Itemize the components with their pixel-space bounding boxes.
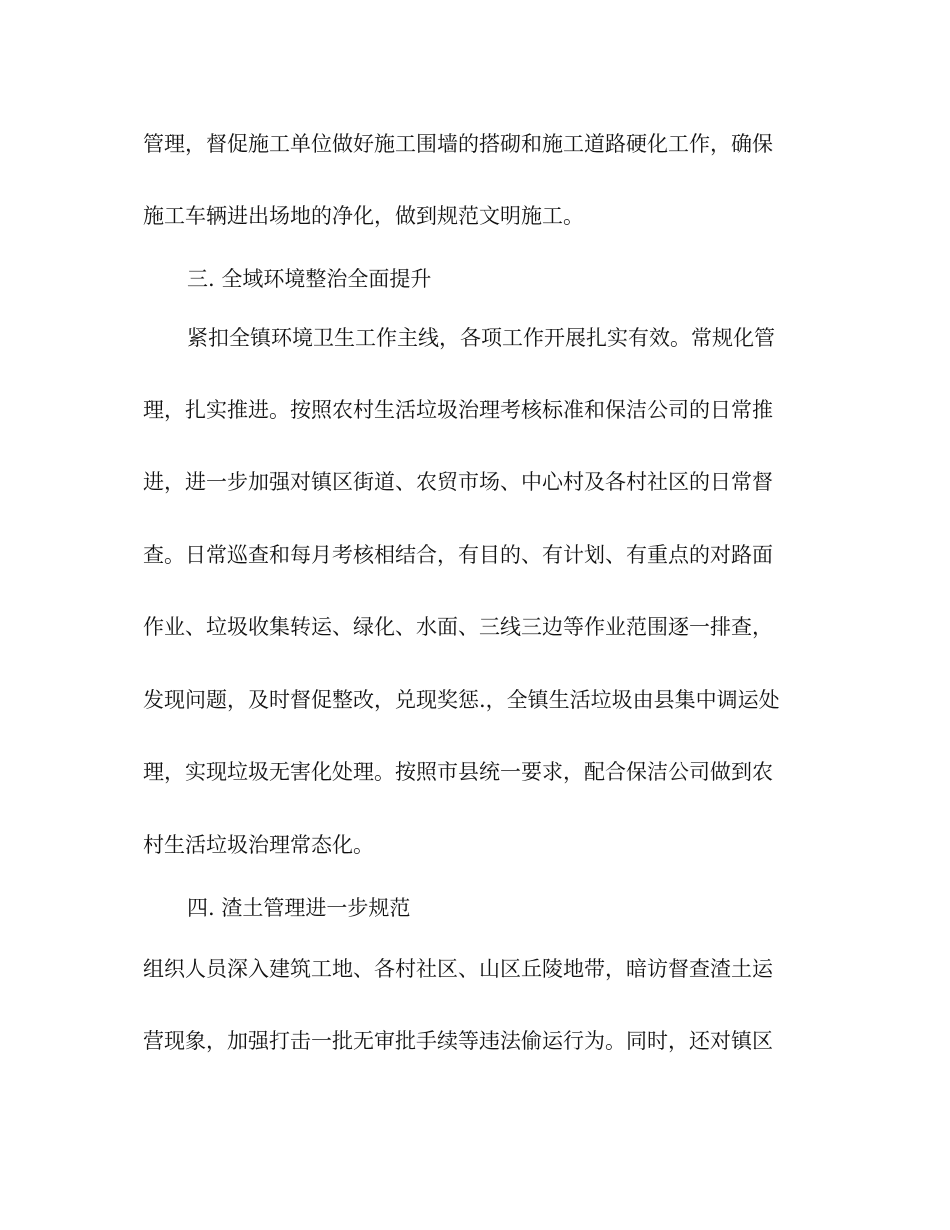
section-heading: 四. 渣土管理进一步规范 <box>187 896 411 920</box>
body-text-line: 村生活垃圾治理常态化。 <box>143 833 374 857</box>
body-text-line: 组织人员深入建筑工地、各村社区、山区丘陵地带，暗访督查渣土运 <box>143 957 773 981</box>
body-text-line: 作业、垃圾收集转运、绿化、水面、三线三边等作业范围逐一排查， <box>143 615 773 639</box>
body-text-line: 施工车辆进出场地的净化，做到规范文明施工。 <box>143 204 584 228</box>
body-text-line: 理，扎实推进。按照农村生活垃圾治理考核标准和保洁公司的日常推 <box>143 398 773 422</box>
body-text-line: 营现象，加强打击一批无审批手续等违法偷运行为。同时，还对镇区 <box>143 1029 773 1053</box>
body-text-line: 管理，督促施工单位做好施工围墙的搭砌和施工道路硬化工作，确保 <box>143 132 773 156</box>
body-text-line: 进，进一步加强对镇区街道、农贸市场、中心村及各村社区的日常督 <box>143 470 773 494</box>
body-text-line: 理，实现垃圾无害化处理。按照市县统一要求，配合保洁公司做到农 <box>143 760 773 784</box>
body-text-line: 发现问题，及时督促整改，兑现奖惩.，全镇生活垃圾由县集中调运处 <box>143 688 780 712</box>
body-text-line: 紧扣全镇环境卫生工作主线，各项工作开展扎实有效。常规化管 <box>187 326 775 350</box>
section-heading: 三. 全域环境整治全面提升 <box>187 267 432 291</box>
body-text-line: 查。日常巡查和每月考核相结合，有目的、有计划、有重点的对路面 <box>143 543 773 567</box>
